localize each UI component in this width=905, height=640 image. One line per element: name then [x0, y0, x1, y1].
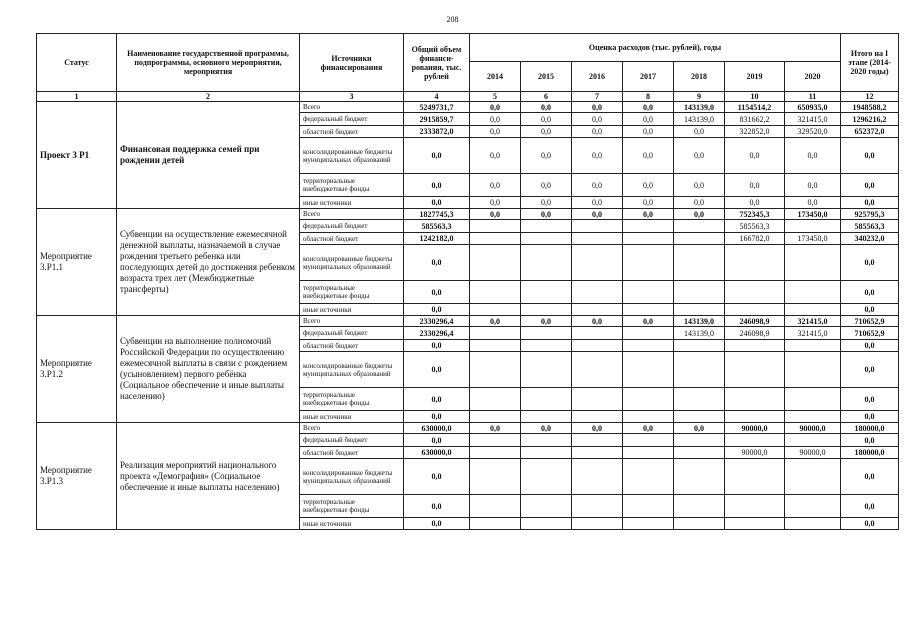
stage-total-cell: 1296216,2 — [841, 113, 899, 126]
total-cell: 1827745,3 — [404, 209, 470, 220]
source-cell: федеральный бюджет — [300, 434, 404, 447]
total-cell: 0,0 — [404, 352, 470, 388]
header-stage-total: Итого на I этапе (2014-2020 годы) — [841, 34, 899, 92]
row-status: Мероприятие 3.Р1.3 — [37, 423, 117, 530]
year-cell: 0,0 — [572, 113, 623, 126]
year-cell — [623, 281, 674, 304]
year-cell — [785, 304, 841, 316]
stage-total-cell: 925795,3 — [841, 209, 899, 220]
year-cell: 0,0 — [623, 423, 674, 434]
year-cell — [785, 518, 841, 530]
year-cell — [572, 245, 623, 281]
total-cell: 0,0 — [404, 138, 470, 174]
year-cell — [572, 411, 623, 423]
year-cell — [674, 495, 725, 518]
source-cell: областной бюджет — [300, 233, 404, 245]
year-cell — [623, 304, 674, 316]
total-cell: 630000,0 — [404, 423, 470, 434]
total-cell: 0,0 — [404, 174, 470, 197]
year-cell — [521, 340, 572, 352]
year-cell: 0,0 — [572, 209, 623, 220]
year-cell — [572, 233, 623, 245]
total-cell: 5249731,7 — [404, 102, 470, 113]
total-cell: 2333872,0 — [404, 126, 470, 138]
year-cell: 0,0 — [572, 197, 623, 209]
source-cell: иные источники — [300, 411, 404, 423]
source-cell: территориальные внебюджетные фонды — [300, 281, 404, 304]
year-cell — [725, 411, 785, 423]
total-cell: 2330296,4 — [404, 327, 470, 340]
header-year-2018: 2018 — [674, 62, 725, 92]
year-cell: 321415,0 — [785, 113, 841, 126]
year-cell: 0,0 — [470, 423, 521, 434]
year-cell: 0,0 — [521, 174, 572, 197]
year-cell — [470, 233, 521, 245]
source-cell: иные источники — [300, 197, 404, 209]
year-cell: 246098,9 — [725, 316, 785, 327]
year-cell — [623, 495, 674, 518]
year-cell — [785, 434, 841, 447]
year-cell: 90000,0 — [785, 447, 841, 459]
header-estimate: Оценка расходов (тыс. рублей), годы — [470, 34, 841, 62]
year-cell — [725, 459, 785, 495]
stage-total-cell: 0,0 — [841, 434, 899, 447]
year-cell — [623, 233, 674, 245]
stage-total-cell: 0,0 — [841, 281, 899, 304]
year-cell: 0,0 — [470, 174, 521, 197]
total-cell: 0,0 — [404, 388, 470, 411]
year-cell — [785, 459, 841, 495]
source-cell: областной бюджет — [300, 340, 404, 352]
year-cell: 0,0 — [623, 126, 674, 138]
year-cell — [521, 459, 572, 495]
year-cell — [521, 352, 572, 388]
source-cell: Всего — [300, 209, 404, 220]
source-cell: консолидированные бюджеты муниципальных образований — [300, 352, 404, 388]
year-cell — [521, 220, 572, 233]
year-cell — [674, 388, 725, 411]
header-year-2016: 2016 — [572, 62, 623, 92]
column-number: 6 — [521, 92, 572, 102]
total-cell: 0,0 — [404, 411, 470, 423]
year-cell: 0,0 — [521, 113, 572, 126]
year-cell — [674, 352, 725, 388]
row-name: Субвенции на осуществление ежемесячной денежной выплаты, назначаемой в случае рождения третьего ребенка или последующих детей до достижения ребенком возраста трех лет (Межбюджетные трансферты) — [117, 209, 300, 316]
total-cell: 1242182,0 — [404, 233, 470, 245]
year-cell — [572, 518, 623, 530]
row-name: Финансовая поддержка семей при рождении детей — [117, 102, 300, 209]
year-cell: 0,0 — [674, 126, 725, 138]
year-cell — [674, 245, 725, 281]
year-cell — [572, 220, 623, 233]
source-cell: территориальные внебюджетные фонды — [300, 388, 404, 411]
year-cell — [623, 459, 674, 495]
row-name: Реализация мероприятий национального проекта «Демография» (Социальное обеспечение и иные выплаты населению) — [117, 423, 300, 530]
year-cell — [470, 518, 521, 530]
year-cell: 90000,0 — [725, 423, 785, 434]
year-cell — [785, 245, 841, 281]
year-cell: 143139,0 — [674, 327, 725, 340]
year-cell — [623, 518, 674, 530]
year-cell — [572, 304, 623, 316]
source-cell: Всего — [300, 423, 404, 434]
year-cell: 0,0 — [521, 209, 572, 220]
column-number: 8 — [623, 92, 674, 102]
year-cell — [674, 518, 725, 530]
column-number: 5 — [470, 92, 521, 102]
total-cell: 0,0 — [404, 281, 470, 304]
year-cell — [623, 352, 674, 388]
stage-total-cell: 0,0 — [841, 174, 899, 197]
year-cell — [623, 411, 674, 423]
year-cell — [623, 340, 674, 352]
stage-total-cell: 585563,3 — [841, 220, 899, 233]
year-cell: 0,0 — [572, 423, 623, 434]
year-cell — [674, 459, 725, 495]
header-year-2015: 2015 — [521, 62, 572, 92]
source-cell: территориальные внебюджетные фонды — [300, 495, 404, 518]
year-cell: 0,0 — [674, 209, 725, 220]
total-cell: 630000,0 — [404, 447, 470, 459]
year-cell — [623, 220, 674, 233]
year-cell — [470, 281, 521, 304]
year-cell — [725, 304, 785, 316]
year-cell — [572, 327, 623, 340]
stage-total-cell: 710652,9 — [841, 327, 899, 340]
year-cell: 322852,0 — [725, 126, 785, 138]
year-cell: 0,0 — [470, 209, 521, 220]
stage-total-cell: 652372,0 — [841, 126, 899, 138]
year-cell — [470, 352, 521, 388]
year-cell — [572, 495, 623, 518]
year-cell: 0,0 — [572, 102, 623, 113]
year-cell — [674, 304, 725, 316]
source-cell: консолидированные бюджеты муниципальных образований — [300, 138, 404, 174]
year-cell: 0,0 — [623, 113, 674, 126]
year-cell: 585563,3 — [725, 220, 785, 233]
year-cell: 1154514,2 — [725, 102, 785, 113]
year-cell — [674, 281, 725, 304]
year-cell: 0,0 — [623, 138, 674, 174]
year-cell — [521, 495, 572, 518]
stage-total-cell: 0,0 — [841, 495, 899, 518]
year-cell: 0,0 — [674, 174, 725, 197]
year-cell — [521, 411, 572, 423]
total-cell: 0,0 — [404, 197, 470, 209]
year-cell: 0,0 — [521, 138, 572, 174]
year-cell — [470, 434, 521, 447]
year-cell: 0,0 — [674, 197, 725, 209]
source-cell: консолидированные бюджеты муниципальных образований — [300, 245, 404, 281]
column-number: 3 — [300, 92, 404, 102]
year-cell — [521, 281, 572, 304]
year-cell — [785, 220, 841, 233]
stage-total-cell: 0,0 — [841, 304, 899, 316]
header-year-2019: 2019 — [725, 62, 785, 92]
year-cell — [521, 233, 572, 245]
year-cell: 0,0 — [470, 197, 521, 209]
year-cell: 0,0 — [623, 316, 674, 327]
total-cell: 2330296,4 — [404, 316, 470, 327]
year-cell: 0,0 — [521, 316, 572, 327]
year-cell — [623, 245, 674, 281]
year-cell — [572, 352, 623, 388]
year-cell — [470, 340, 521, 352]
header-year-2014: 2014 — [470, 62, 521, 92]
year-cell: 0,0 — [470, 113, 521, 126]
source-cell: областной бюджет — [300, 447, 404, 459]
year-cell: 166782,0 — [725, 233, 785, 245]
source-cell: консолидированные бюджеты муниципальных образований — [300, 459, 404, 495]
year-cell — [785, 340, 841, 352]
year-cell — [674, 233, 725, 245]
total-cell: 0,0 — [404, 304, 470, 316]
row-status: Мероприятие 3.Р1.2 — [37, 316, 117, 423]
year-cell — [623, 434, 674, 447]
year-cell: 0,0 — [521, 423, 572, 434]
year-cell: 0,0 — [470, 316, 521, 327]
header-total: Общий объем финанси-рования, тыс. рублей — [404, 34, 470, 92]
year-cell — [725, 434, 785, 447]
source-cell: иные источники — [300, 304, 404, 316]
year-cell — [470, 459, 521, 495]
stage-total-cell: 0,0 — [841, 518, 899, 530]
source-cell: областной бюджет — [300, 126, 404, 138]
year-cell: 173450,0 — [785, 233, 841, 245]
year-cell: 90000,0 — [785, 423, 841, 434]
year-cell — [674, 411, 725, 423]
total-cell: 0,0 — [404, 459, 470, 495]
year-cell — [725, 340, 785, 352]
year-cell — [725, 352, 785, 388]
year-cell — [785, 352, 841, 388]
year-cell — [470, 495, 521, 518]
year-cell: 0,0 — [725, 174, 785, 197]
year-cell — [785, 388, 841, 411]
year-cell: 0,0 — [725, 138, 785, 174]
column-number: 4 — [404, 92, 470, 102]
year-cell — [470, 304, 521, 316]
total-cell: 0,0 — [404, 434, 470, 447]
column-number: 11 — [785, 92, 841, 102]
year-cell — [470, 388, 521, 411]
year-cell — [674, 434, 725, 447]
column-number: 2 — [117, 92, 300, 102]
year-cell: 143139,0 — [674, 316, 725, 327]
year-cell — [785, 411, 841, 423]
year-cell: 246098,9 — [725, 327, 785, 340]
year-cell: 0,0 — [572, 126, 623, 138]
year-cell: 0,0 — [623, 197, 674, 209]
year-cell — [674, 220, 725, 233]
year-cell: 321415,0 — [785, 327, 841, 340]
source-cell: иные источники — [300, 518, 404, 530]
total-cell: 0,0 — [404, 495, 470, 518]
year-cell: 0,0 — [572, 316, 623, 327]
year-cell — [623, 327, 674, 340]
header-year-2020: 2020 — [785, 62, 841, 92]
year-cell — [785, 281, 841, 304]
year-cell: 173450,0 — [785, 209, 841, 220]
year-cell: 0,0 — [725, 197, 785, 209]
column-number: 9 — [674, 92, 725, 102]
total-cell: 0,0 — [404, 245, 470, 281]
year-cell — [674, 340, 725, 352]
table-row — [37, 423, 899, 434]
year-cell: 0,0 — [521, 126, 572, 138]
stage-total-cell: 0,0 — [841, 245, 899, 281]
year-cell — [521, 245, 572, 281]
source-cell: Всего — [300, 316, 404, 327]
budget-table — [36, 33, 899, 530]
year-cell: 321415,0 — [785, 316, 841, 327]
stage-total-cell: 0,0 — [841, 352, 899, 388]
stage-total-cell: 0,0 — [841, 459, 899, 495]
source-cell: федеральный бюджет — [300, 327, 404, 340]
year-cell — [785, 495, 841, 518]
year-cell — [572, 388, 623, 411]
stage-total-cell: 0,0 — [841, 411, 899, 423]
total-cell: 585563,3 — [404, 220, 470, 233]
year-cell — [521, 518, 572, 530]
year-cell: 0,0 — [470, 102, 521, 113]
total-cell: 0,0 — [404, 518, 470, 530]
year-cell — [725, 281, 785, 304]
total-cell: 0,0 — [404, 340, 470, 352]
year-cell: 90000,0 — [725, 447, 785, 459]
stage-total-cell: 0,0 — [841, 138, 899, 174]
table-row — [37, 209, 899, 220]
year-cell: 0,0 — [572, 174, 623, 197]
year-cell: 0,0 — [521, 102, 572, 113]
stage-total-cell: 180000,0 — [841, 423, 899, 434]
year-cell: 0,0 — [623, 102, 674, 113]
year-cell — [725, 518, 785, 530]
year-cell — [470, 327, 521, 340]
year-cell: 0,0 — [785, 197, 841, 209]
stage-total-cell: 0,0 — [841, 388, 899, 411]
source-cell: территориальные внебюджетные фонды — [300, 174, 404, 197]
year-cell: 0,0 — [674, 138, 725, 174]
year-cell: 752345,3 — [725, 209, 785, 220]
column-number: 12 — [841, 92, 899, 102]
year-cell — [521, 447, 572, 459]
year-cell: 0,0 — [572, 138, 623, 174]
page-number: 208 — [446, 15, 459, 24]
stage-total-cell: 710652,9 — [841, 316, 899, 327]
year-cell — [521, 388, 572, 411]
year-cell — [521, 327, 572, 340]
header-status: Статус — [37, 34, 117, 92]
year-cell: 0,0 — [785, 174, 841, 197]
header-sources: Источники финансирования — [300, 34, 404, 92]
total-cell: 2915859,7 — [404, 113, 470, 126]
row-name: Субвенции на выполнение полномочий Российской Федерации по осуществлению ежемесячной выплаты в связи с рождением (усыновлением) первого ребёнка (Социальное обеспечение и иные выплаты населению) — [117, 316, 300, 423]
year-cell: 831662,2 — [725, 113, 785, 126]
stage-total-cell: 180000,0 — [841, 447, 899, 459]
year-cell: 0,0 — [470, 126, 521, 138]
year-cell — [470, 411, 521, 423]
year-cell: 0,0 — [674, 423, 725, 434]
year-cell — [623, 447, 674, 459]
year-cell: 0,0 — [785, 138, 841, 174]
year-cell — [572, 340, 623, 352]
source-cell: федеральный бюджет — [300, 113, 404, 126]
year-cell: 143139,0 — [674, 102, 725, 113]
year-cell: 0,0 — [521, 197, 572, 209]
year-cell — [572, 447, 623, 459]
source-cell: федеральный бюджет — [300, 220, 404, 233]
year-cell: 0,0 — [470, 138, 521, 174]
year-cell — [572, 459, 623, 495]
year-cell — [470, 220, 521, 233]
year-cell: 0,0 — [623, 209, 674, 220]
column-number: 7 — [572, 92, 623, 102]
table-row — [37, 102, 899, 113]
year-cell — [521, 434, 572, 447]
column-number: 1 — [37, 92, 117, 102]
row-status: Проект 3 Р1 — [37, 102, 117, 209]
year-cell — [470, 447, 521, 459]
source-cell: Всего — [300, 102, 404, 113]
year-cell — [572, 434, 623, 447]
column-number: 10 — [725, 92, 785, 102]
year-cell — [623, 388, 674, 411]
stage-total-cell: 340232,0 — [841, 233, 899, 245]
stage-total-cell: 0,0 — [841, 340, 899, 352]
year-cell — [470, 245, 521, 281]
year-cell — [725, 245, 785, 281]
row-status: Мероприятие 3.Р1.1 — [37, 209, 117, 316]
header-year-2017: 2017 — [623, 62, 674, 92]
year-cell — [725, 495, 785, 518]
year-cell: 650935,0 — [785, 102, 841, 113]
year-cell — [521, 304, 572, 316]
year-cell — [674, 447, 725, 459]
year-cell: 329520,0 — [785, 126, 841, 138]
header-name: Наименование государственной программы, подпрограммы, основного мероприятия, мероприятия — [117, 34, 300, 92]
table-row — [37, 316, 899, 327]
stage-total-cell: 0,0 — [841, 197, 899, 209]
year-cell — [725, 388, 785, 411]
year-cell: 0,0 — [623, 174, 674, 197]
year-cell: 143139,0 — [674, 113, 725, 126]
stage-total-cell: 1948588,2 — [841, 102, 899, 113]
year-cell — [572, 281, 623, 304]
